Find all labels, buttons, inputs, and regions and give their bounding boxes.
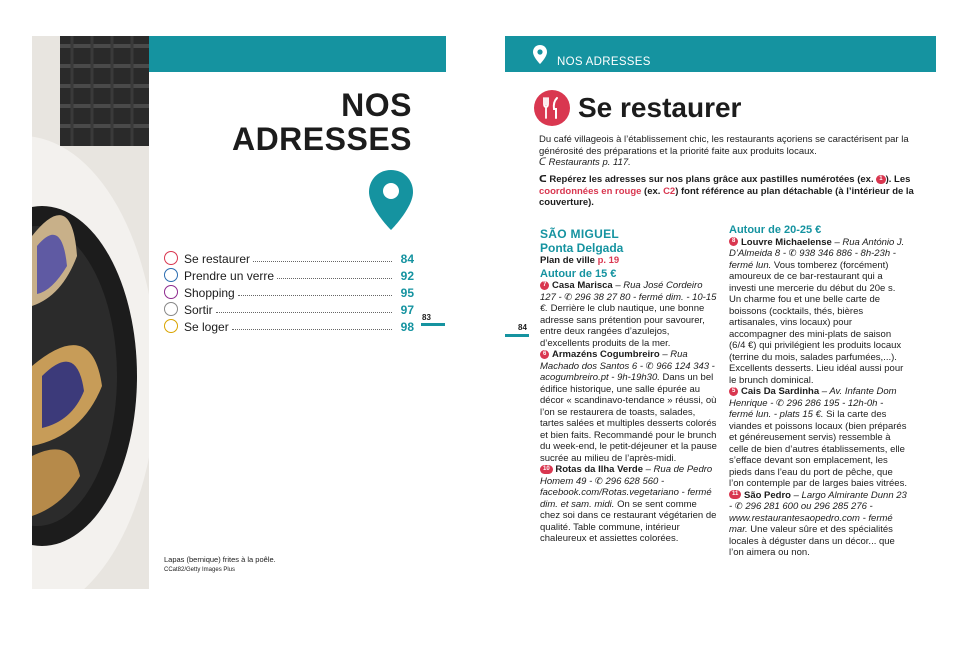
restaurant-entry <box>540 464 718 545</box>
toc-leader <box>232 329 392 330</box>
tip-text-e: ) font référence au plan détachable (à l’intérieur de la couverture). <box>539 185 914 208</box>
price-band-heading: Autour de 15 € <box>540 267 617 280</box>
restaurant-entry <box>729 237 907 387</box>
restaurant-name: Armazéns Cogumbreiro <box>551 349 660 360</box>
restaurant-details: – Rua de Pedro Homem 49 - ✆ 296 628 560 - facebook.com/Rotas.vegetariano - fermé dim. et sam. midi. <box>540 464 713 510</box>
caption-text: Lapas (bernique) frites à la poêle. <box>164 555 276 564</box>
toc-page-number: 97 <box>400 303 414 317</box>
restaurant-entry <box>729 386 907 490</box>
restaurant-entry <box>540 280 718 349</box>
restaurant-description: On se sent comme chez soi dans ce restaurant végétarien de qualité. Table commune, intérieur chaleureux et assiettes colorées. <box>540 498 717 544</box>
toc-item[interactable] <box>164 283 414 300</box>
toc-label: Prendre un verre <box>184 269 275 283</box>
number-badge: 7 <box>540 281 549 290</box>
toc-leader <box>253 261 392 262</box>
page-number-bar <box>421 323 445 326</box>
plan-reference <box>540 255 718 267</box>
map-pin-small-icon <box>533 45 547 64</box>
entries-list <box>729 237 907 559</box>
number-badge: 5 <box>729 387 738 396</box>
title-line-1: NOS <box>341 87 412 123</box>
restaurant-entry <box>729 490 907 559</box>
number-badge: 11 <box>729 490 741 499</box>
tip-text-c: Les <box>894 174 911 185</box>
map-pin-icon <box>369 170 413 230</box>
restaurant-name: Rotas da Ilha Verde <box>555 464 643 475</box>
tip-red-text: coordonnées en rouge <box>539 185 642 197</box>
page-number-right: 84 <box>518 323 527 332</box>
fork-knife-icon <box>164 251 178 265</box>
toc-page-number: 95 <box>400 286 414 300</box>
restaurant-details: – Rua José Cordeiro 127 - ✆ 296 38 27 80 - fermé dim. - 10-15 €. <box>540 280 717 314</box>
intro-paragraph <box>539 134 919 169</box>
toc-item[interactable] <box>164 317 414 334</box>
town-heading: Ponta Delgada <box>540 241 624 255</box>
page-number-left: 83 <box>422 313 431 322</box>
restaurant-description: Si la carte des viandes et poissons locaux (bien préparés et généreusement servis) ressemble à celle de bien d’autres établissements, elle s’efface devant son emplacement, les pieds dans l’eau du port de pêche, que l’on contemple par de larges baies vitrées. <box>729 409 907 489</box>
restaurant-description: Une valeur sûre et des spécialités locales à déguster dans un décor... que l’on aimera ou non. <box>729 524 895 558</box>
tip-code: C2 <box>663 185 676 197</box>
restaurant-name: São Pedro <box>743 489 791 501</box>
number-badge: 1 <box>876 175 885 184</box>
price-band-heading: Autour de 20-25 € <box>729 224 822 236</box>
toc-item[interactable] <box>164 300 414 317</box>
tip-text-a: Repérez les adresses sur nos plans grâce aux pastilles numérotées (ex. <box>549 174 874 185</box>
plan-page: p. 19 <box>597 255 620 266</box>
cross-ref-icon: ᑕ <box>539 174 550 185</box>
bed-icon <box>164 319 178 333</box>
toc-item[interactable] <box>164 266 414 283</box>
intro-text: Du café villageois à l’établissement chic, les restaurants açoriens se caractérisent par la générosité des préparations et la priorité faite aux produits locaux. <box>539 134 909 157</box>
region-heading: SÃO MIGUEL <box>540 227 620 241</box>
cross-ref-icon: ᑕ <box>539 157 549 168</box>
tip-text-b: ). <box>885 174 892 185</box>
toc-leader <box>277 278 392 279</box>
toc-page-number: 92 <box>400 269 414 283</box>
ticket-icon <box>164 302 178 316</box>
restaurant-name: Cais Da Sardinha <box>740 386 820 397</box>
table-of-contents <box>164 249 414 334</box>
toc-label: Sortir <box>184 303 213 317</box>
restaurant-details: – Rua António J. D’Almeida 8 - ✆ 938 346 886 - 8h-23h - fermé lun. <box>729 236 905 271</box>
column-1 <box>540 227 718 545</box>
toc-label: Se loger <box>184 320 229 334</box>
intro-ref: Restaurants p. 117. <box>548 157 631 168</box>
toc-page-number: 98 <box>400 320 414 334</box>
tip-paragraph <box>539 174 919 209</box>
entries-list <box>540 280 718 545</box>
restaurant-details: – Av. Infante Dom Henrique - ✆ 296 286 195 - 12h-0h - fermé lun. - plats 15 €. <box>729 386 897 420</box>
restaurant-description: Dans un bel édifice historique, une salle épurée au décor « scandinavo-tendance » réussi, où l’on se restaurera de toasts, salades, tartes salées et multiples desserts colorés et bien faits. Recommandé pour le brunch du week-end, le petit-déjeuner et la pause sucrée au milieu de l’après-midi. <box>540 372 717 464</box>
page-title: Se restaurer <box>578 92 742 123</box>
number-badge: 8 <box>729 237 738 246</box>
toc-leader <box>238 295 392 296</box>
restaurant-details: – Rua Machado dos Santos 6 - ✆ 966 124 343 - acogumbreiro.pt - 9h-19h30. <box>540 349 715 383</box>
section-band-label: NOS ADRESSES <box>557 56 651 68</box>
toc-item[interactable] <box>164 249 414 266</box>
toc-label: Shopping <box>184 286 235 300</box>
page-number-bar-right <box>505 334 529 337</box>
glass-icon <box>164 268 178 282</box>
restaurant-name: Louvre Michaelense <box>740 236 832 248</box>
number-badge: 10 <box>540 465 553 474</box>
plan-label: Plan de ville <box>540 255 595 266</box>
fork-knife-icon <box>534 90 570 126</box>
page-title-left <box>160 88 412 156</box>
restaurant-details: – Largo Almirante Dunn 23 - ✆ 296 281 600 ou 296 285 276 - www.restaurantesaopedro.com - fermé mar. <box>729 489 907 535</box>
restaurant-description: Derrière le club nautique, une bonne adresse sans prétention pour savourer, entre deux rangées d’azulejos, d’excellents produits de la mer. <box>540 303 705 349</box>
restaurant-description: Vous tomberez (forcément) amoureux de ce bar-restaurant qui a investi une mercerie du début du 20e s. Un charme fou et une belle carte de boissons (cocktails, thés, bières artisanales, vins locaux) pour accompagner des mini-plats de saison (6/4 €) qui privilégient les produits locaux (terrine du mois, salades parfumées,...). Excellents desserts. Lieu idéal aussi pour le brunch dominical. <box>729 259 904 386</box>
column-2 <box>729 225 907 559</box>
photo-credit: CCat82/Getty Images Plus <box>164 567 236 573</box>
toc-page-number: 84 <box>400 252 414 266</box>
left-header-band <box>149 36 446 72</box>
restaurant-name: Casa Marisca <box>551 280 613 291</box>
restaurant-entry <box>540 349 718 464</box>
photo-caption <box>164 555 276 575</box>
toc-leader <box>216 312 392 313</box>
food-photo <box>32 36 149 589</box>
shopping-bag-icon <box>164 285 178 299</box>
number-badge: 6 <box>540 350 549 359</box>
tip-text-d: (ex. <box>644 185 661 197</box>
title-line-2: ADRESSES <box>231 121 412 157</box>
toc-label: Se restaurer <box>184 252 251 266</box>
